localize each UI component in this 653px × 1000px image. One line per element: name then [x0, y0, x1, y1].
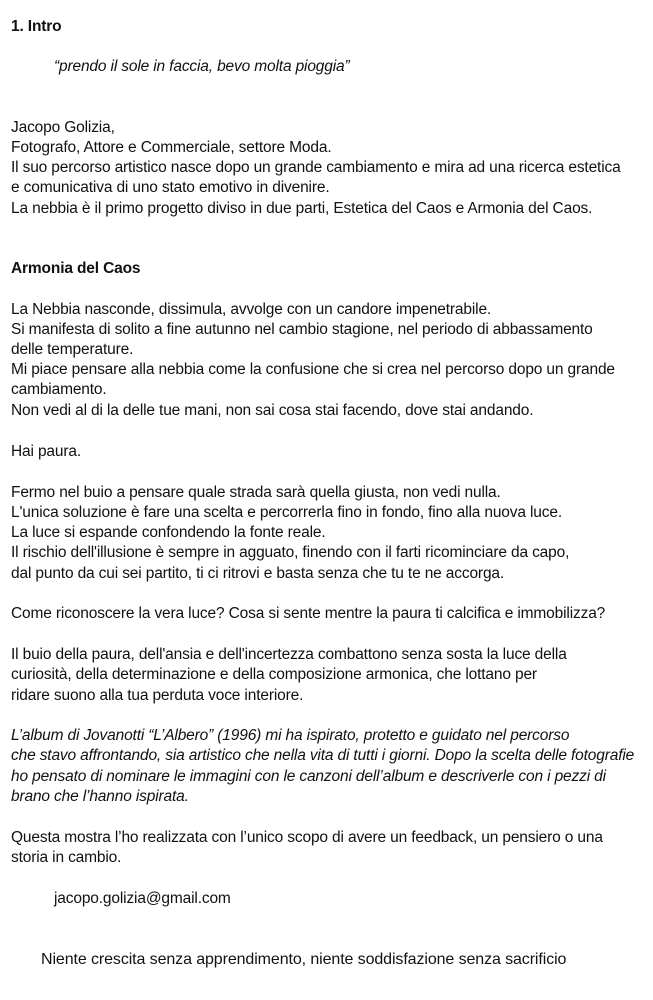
paragraph-line: La luce si espande confondendo la fonte reale. [11, 524, 326, 541]
paragraph-line: Il buio della paura, dell'ansia e dell'incertezza combattono senza sosta la luce della [11, 646, 567, 663]
paragraph-line: ridare suono alla tua perduta voce interiore. [11, 687, 304, 704]
paragraph-line: Si manifesta di solito a fine autunno nel cambio stagione, nel periodo di abbassamento [11, 321, 593, 338]
italic-paragraph-line: che stavo affrontando, sia artistico che nella vita di tutti i giorni. Dopo la scelta delle fotografie [11, 747, 635, 764]
italic-paragraph-line: L’album di Jovanotti “L’Albero” (1996) mi ha ispirato, protetto e guidato nel percorso [11, 727, 570, 744]
paragraph-line: Il rischio dell'illusione è sempre in agguato, finendo con il farti ricominciare da capo, [11, 544, 570, 561]
paragraph-line: Fermo nel buio a pensare quale strada sarà quella giusta, non vedi nulla. [11, 484, 501, 501]
paragraph-line: Non vedi al di la delle tue mani, non sai cosa stai facendo, dove stai andando. [11, 402, 534, 419]
paragraph-line: delle temperature. [11, 341, 134, 358]
italic-paragraph-line: ho pensato di nominare le immagini con le canzoni dell’album e descriverle con i pezzi di [11, 768, 606, 785]
intro-line: Jacopo Golizia, [11, 119, 115, 136]
paragraph-line: L'unica soluzione è fare una scelta e percorrerla fino in fondo, fino alla nuova luce. [11, 504, 562, 521]
italic-paragraph-line: brano che l’hanno ispirata. [11, 788, 189, 805]
paragraph-line: dal punto da cui sei partito, ti ci ritrovi e basta senza che tu te ne accorga. [11, 565, 505, 582]
paragraph-line: Mi piace pensare alla nebbia come la confusione che si crea nel percorso dopo un grande [11, 361, 615, 378]
paragraph-line: Come riconoscere la vera luce? Cosa si sente mentre la paura ti calcifica e immobilizza? [11, 605, 606, 622]
intro-line: e comunicativa di uno stato emotivo in divenire. [11, 179, 330, 196]
paragraph-line: Questa mostra l’ho realizzata con l’unico scopo di avere un feedback, un pensiero o una [11, 829, 603, 846]
paragraph-line: curiosità, della determinazione e della composizione armonica, che lottano per [11, 666, 537, 683]
paragraph-line: cambiamento. [11, 381, 107, 398]
intro-line: Fotografo, Attore e Commerciale, settore Moda. [11, 139, 332, 156]
paragraph-line: La Nebbia nasconde, dissimula, avvolge con un candore impenetrabile. [11, 301, 492, 318]
section-heading-intro: 1. Intro [11, 18, 62, 35]
section-heading-armonia: Armonia del Caos [11, 260, 141, 277]
intro-line: La nebbia è il primo progetto diviso in due parti, Estetica del Caos e Armonia del Caos. [11, 200, 593, 217]
paragraph-line: Hai paura. [11, 443, 82, 460]
intro-line: Il suo percorso artistico nasce dopo un grande cambiamento e mira ad una ricerca estetica [11, 159, 621, 176]
intro-quote: “prendo il sole in faccia, bevo molta pioggia” [54, 58, 350, 75]
paragraph-line: storia in cambio. [11, 849, 122, 866]
contact-email: jacopo.golizia@gmail.com [54, 890, 231, 907]
closing-motto: Niente crescita senza apprendimento, niente soddisfazione senza sacrificio [41, 951, 567, 968]
